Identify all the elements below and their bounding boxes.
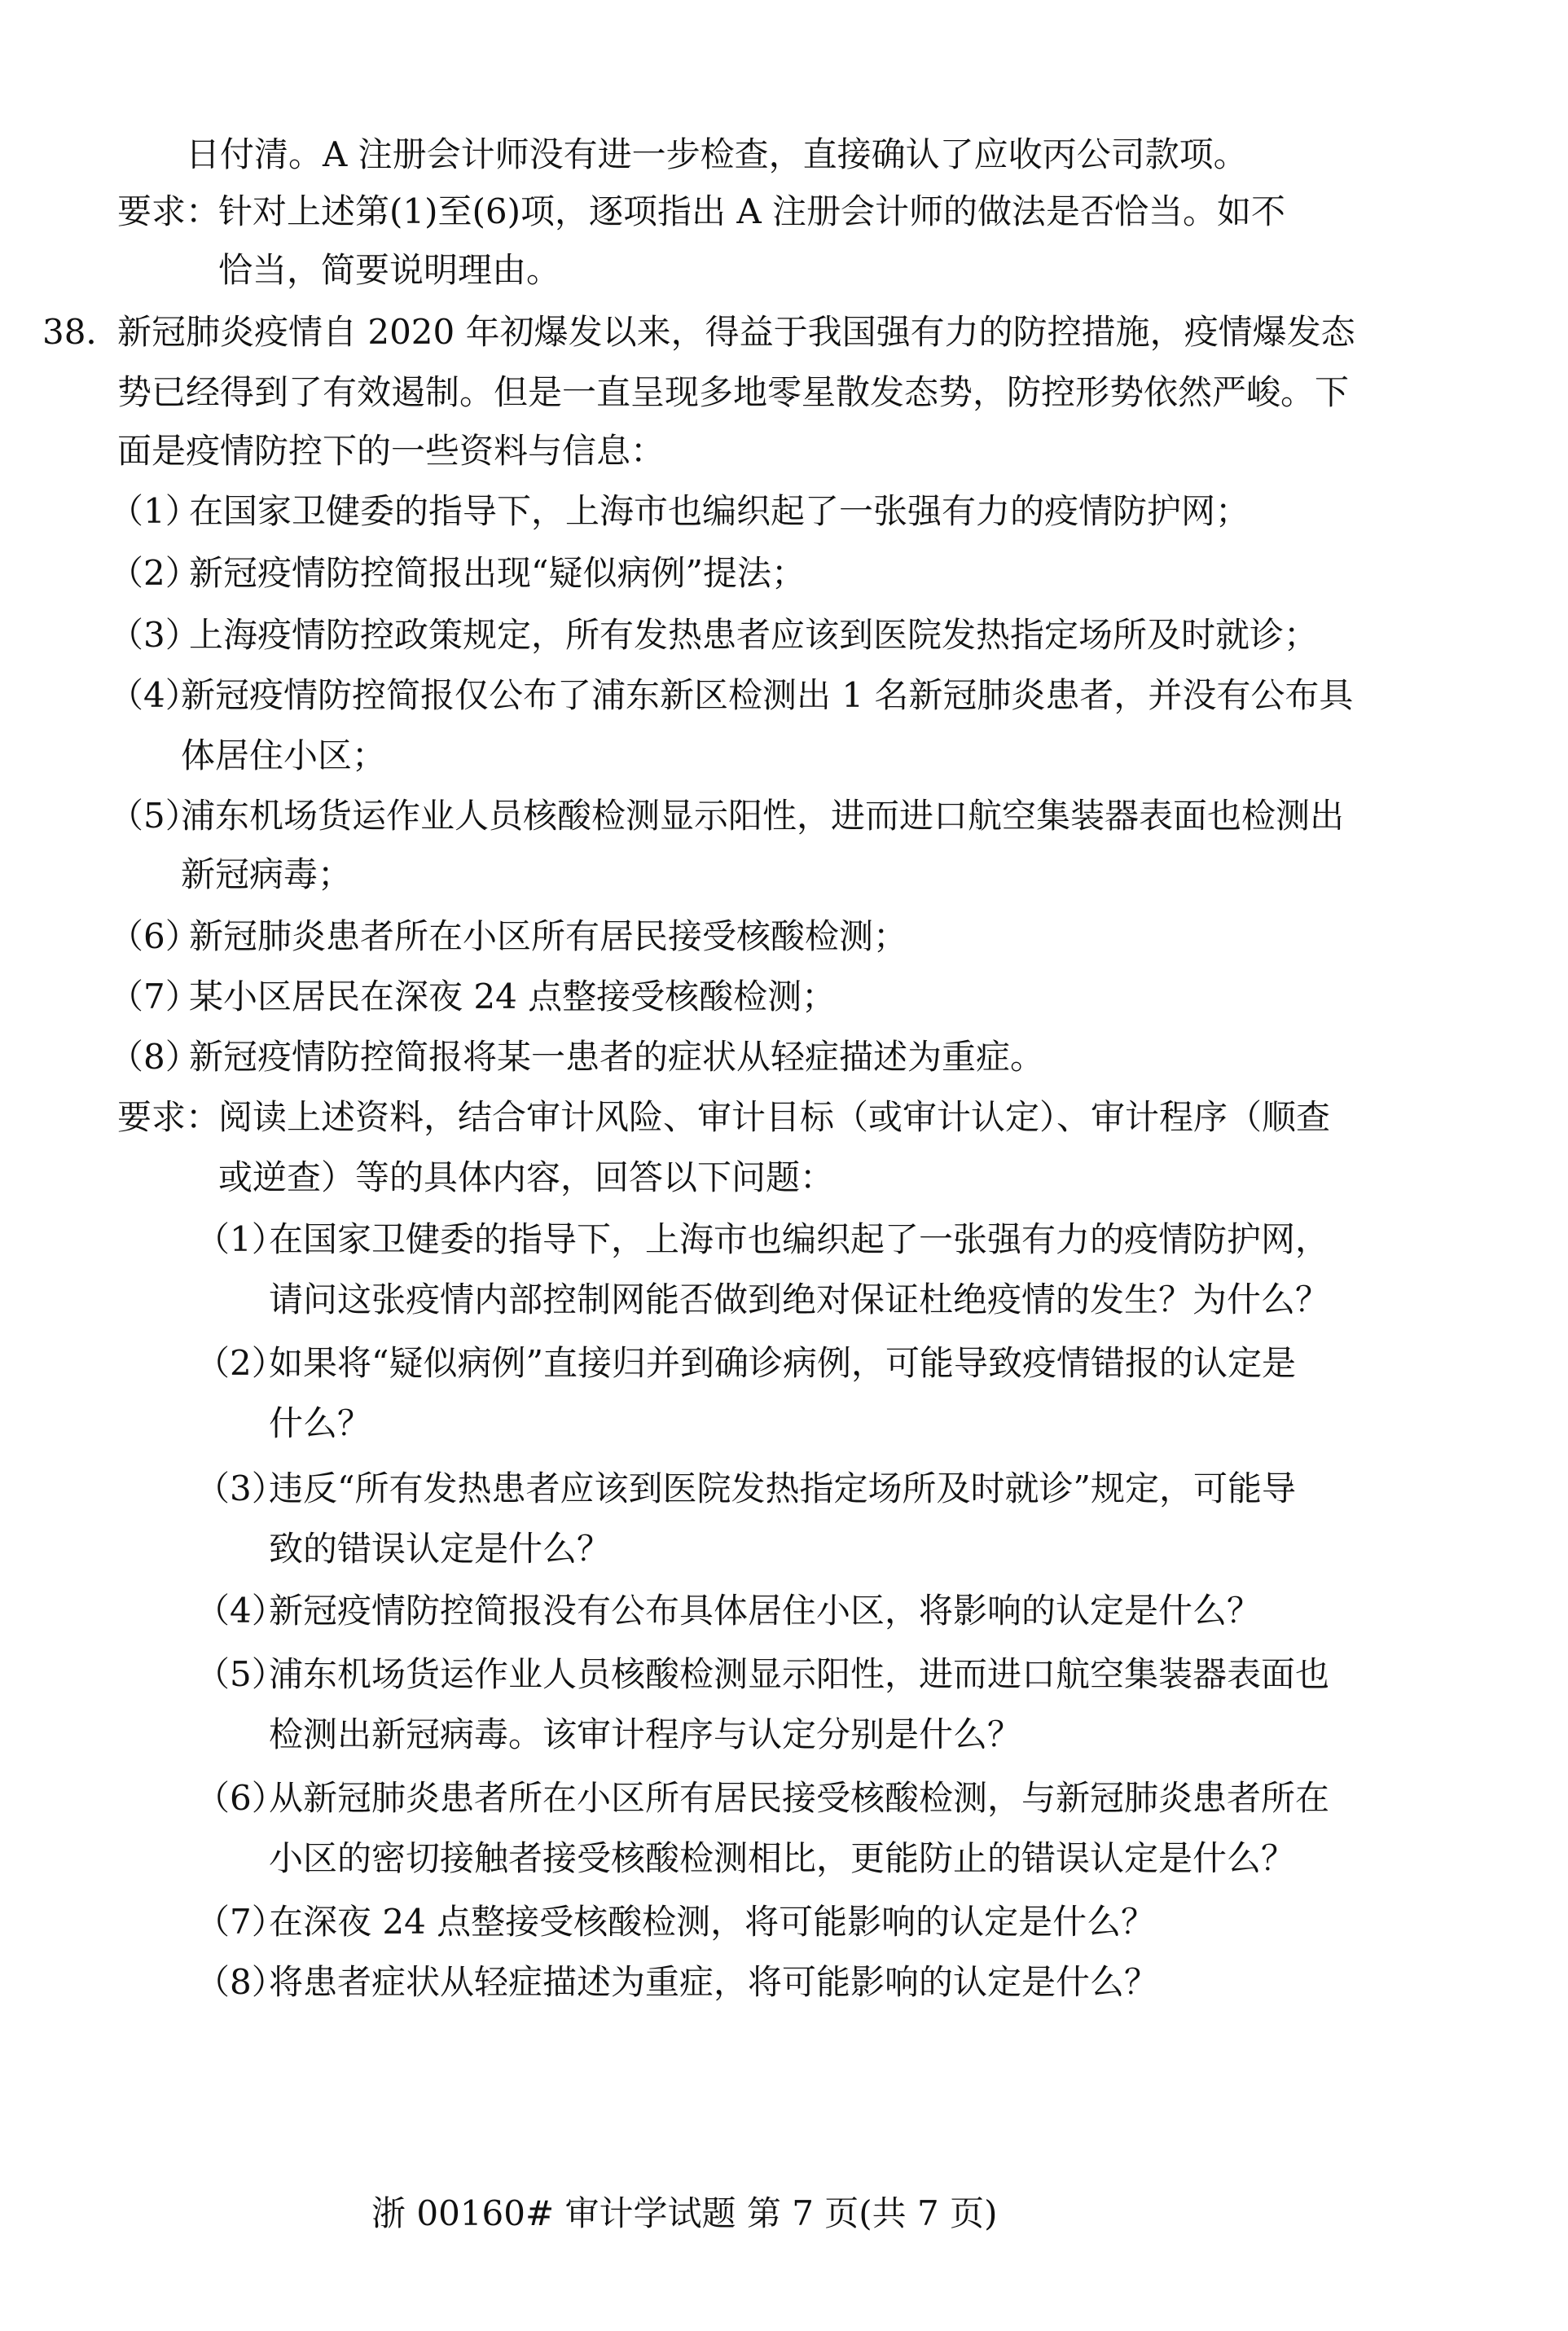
material-number: （1） <box>109 491 200 531</box>
q38-requirement-text: 阅读上述资料，结合审计风险、审计目标（或审计认定）、审计程序（顺查 <box>218 1097 1331 1137</box>
q38-intro-line: 面是疫情防控下的一些资料与信息： <box>117 431 665 471</box>
material-text: 新冠疫情防控简报出现“疑似病例”提法； <box>189 553 806 593</box>
q38-intro-line: 势已经得到了有效遏制。但是一直呈现多地零星散发态势，防控形势依然严峻。下 <box>117 372 1350 412</box>
page-footer: 浙 00160# 审计学试题 第 7 页(共 7 页) <box>371 2193 998 2233</box>
material-text: 新冠疫情防控简报仅公布了浦东新区检测出 1 名新冠肺炎患者，并没有公布具 <box>181 675 1354 715</box>
question-number: （8） <box>195 1962 286 2002</box>
question-number: （2） <box>195 1343 286 1383</box>
material-number: （8） <box>109 1037 200 1077</box>
material-text: 新冠肺炎患者所在小区所有居民接受核酸检测； <box>189 916 908 956</box>
question-number: （1） <box>195 1219 286 1259</box>
material-number: （6） <box>109 916 200 956</box>
question-text-cont: 小区的密切接触者接受核酸检测相比，更能防止的错误认定是什么？ <box>269 1838 1296 1878</box>
q38-intro-line: 新冠肺炎疫情自 2020 年初爆发以来，得益于我国强有力的防控措施，疫情爆发态 <box>117 312 1355 352</box>
question-number: （3） <box>195 1468 286 1508</box>
material-text-cont: 新冠病毒； <box>181 854 353 894</box>
question-text: 在深夜 24 点整接受核酸检测，将可能影响的认定是什么？ <box>269 1902 1156 1942</box>
material-text: 浦东机场货运作业人员核酸检测显示阳性，进而进口航空集装器表面也检测出 <box>181 796 1345 836</box>
material-text: 某小区居民在深夜 24 点整接受核酸检测； <box>189 977 837 1016</box>
question-number: （6） <box>195 1778 286 1818</box>
question-text-cont: 请问这张疫情内部控制网能否做到绝对保证杜绝疫情的发生？为什么？ <box>269 1280 1330 1319</box>
continuation-line: 日付清。A 注册会计师没有进一步检查，直接确认了应收丙公司款项。 <box>186 134 1248 174</box>
question-text: 违反“所有发热患者应该到医院发热指定场所及时就诊”规定，可能导 <box>269 1468 1296 1508</box>
question-text-cont: 检测出新冠病毒。该审计程序与认定分别是什么？ <box>269 1714 1022 1754</box>
material-number: （7） <box>109 977 200 1016</box>
q38-requirement-text-cont: 或逆查）等的具体内容，回答以下问题： <box>218 1157 835 1197</box>
question-number: （5） <box>195 1654 286 1694</box>
question-text: 将患者症状从轻症描述为重症，将可能影响的认定是什么？ <box>269 1962 1159 2002</box>
question-text: 新冠疫情防控简报没有公布具体居住小区，将影响的认定是什么？ <box>269 1591 1262 1631</box>
q37-requirement-text-cont: 恰当，简要说明理由。 <box>218 250 561 290</box>
material-number: （5） <box>109 796 200 836</box>
material-text-cont: 体居住小区； <box>181 735 387 775</box>
q37-requirement-label: 要求： <box>117 191 221 231</box>
question-text: 如果将“疑似病例”直接归并到确诊病例，可能导致疫情错报的认定是 <box>269 1343 1296 1383</box>
question-number: （4） <box>195 1591 286 1631</box>
question-text: 从新冠肺炎患者所在小区所有居民接受核酸检测，与新冠肺炎患者所在 <box>269 1778 1330 1818</box>
q38-requirement-label: 要求： <box>117 1097 221 1137</box>
material-text: 新冠疫情防控简报将某一患者的症状从轻症描述为重症。 <box>189 1037 1045 1077</box>
q37-requirement-text: 针对上述第(1)至(6)项，逐项指出 A 注册会计师的做法是否恰当。如不 <box>218 191 1286 231</box>
material-text: 在国家卫健委的指导下，上海市也编织起了一张强有力的疫情防护网； <box>189 491 1250 531</box>
question-text: 浦东机场货运作业人员核酸检测显示阳性，进而进口航空集装器表面也 <box>269 1654 1330 1694</box>
material-number: （3） <box>109 615 200 655</box>
material-number: （4） <box>109 675 200 715</box>
question-text: 在国家卫健委的指导下，上海市也编织起了一张强有力的疫情防护网， <box>269 1219 1330 1259</box>
question-number: （7） <box>195 1902 286 1942</box>
material-number: （2） <box>109 553 200 593</box>
question-text-cont: 什么？ <box>269 1403 372 1443</box>
question-text-cont: 致的错误认定是什么？ <box>269 1529 612 1569</box>
q38-number: 38． <box>42 312 121 352</box>
material-text: 上海疫情防控政策规定，所有发热患者应该到医院发热指定场所及时就诊； <box>189 615 1319 655</box>
